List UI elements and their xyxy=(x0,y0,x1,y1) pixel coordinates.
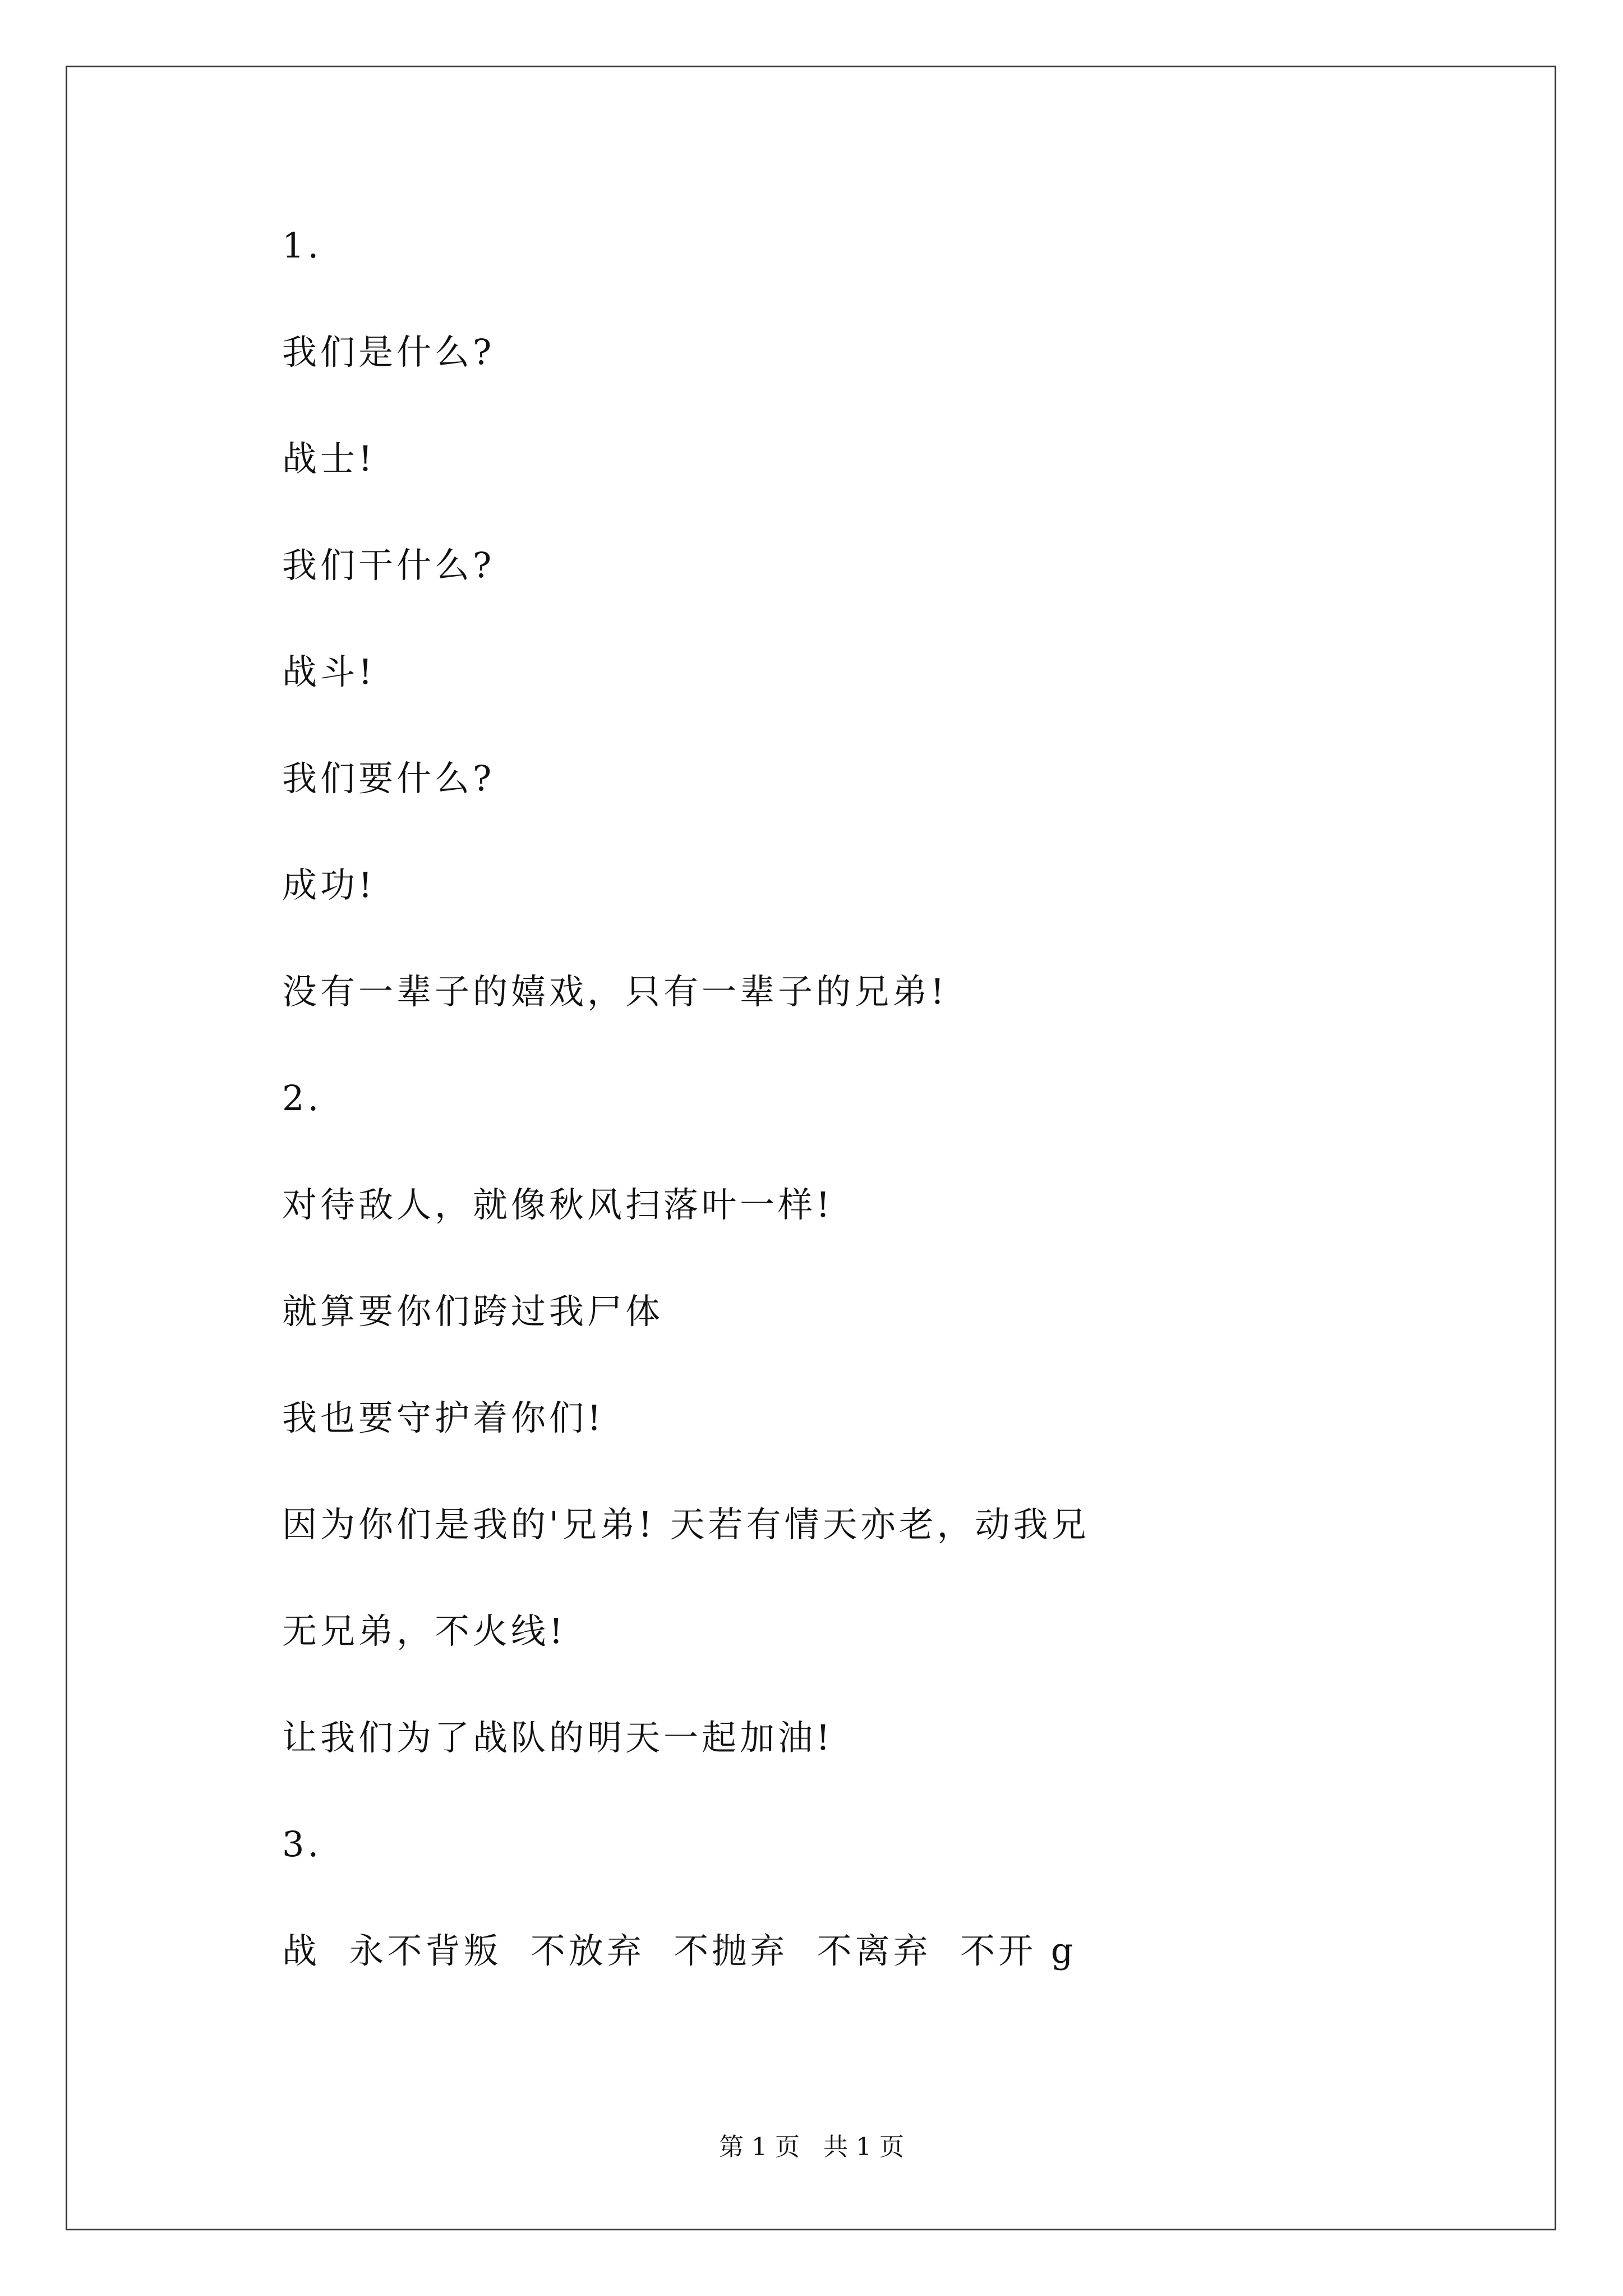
text-line: 我们干什么? xyxy=(282,545,495,586)
text-line: 让我们为了战队的明天一起加油! xyxy=(282,1717,833,1758)
text-line: 我们是什么? xyxy=(282,332,495,372)
text-line: 就算要你们跨过我尸体 xyxy=(282,1291,664,1332)
text-line: 战斗! xyxy=(282,651,376,692)
text-line: 战士! xyxy=(282,438,376,479)
text-line: 2. xyxy=(282,1078,322,1119)
text-line: 我也要守护着你们! xyxy=(282,1397,605,1438)
page-footer: 第 1 页 共 1 页 xyxy=(719,2133,904,2161)
text-line: 1. xyxy=(282,225,322,266)
text-line: 战 永不背叛 不放弃 不抛弃 不离弃 不开 g xyxy=(282,1930,1077,1971)
text-line: 对待敌人，就像秋风扫落叶一样! xyxy=(282,1184,833,1225)
text-line: 3. xyxy=(282,1824,322,1865)
text-line: 无兄弟，不火线! xyxy=(282,1611,566,1651)
text-line: 因为你们是我的'兄弟! 天若有情天亦老，动我兄 xyxy=(282,1504,1090,1545)
text-line: 我们要什么? xyxy=(282,758,495,799)
document-body xyxy=(282,224,1516,2036)
text-line: 成功! xyxy=(282,864,376,905)
text-line: 没有一辈子的嬉戏，只有一辈子的兄弟! xyxy=(282,971,948,1012)
